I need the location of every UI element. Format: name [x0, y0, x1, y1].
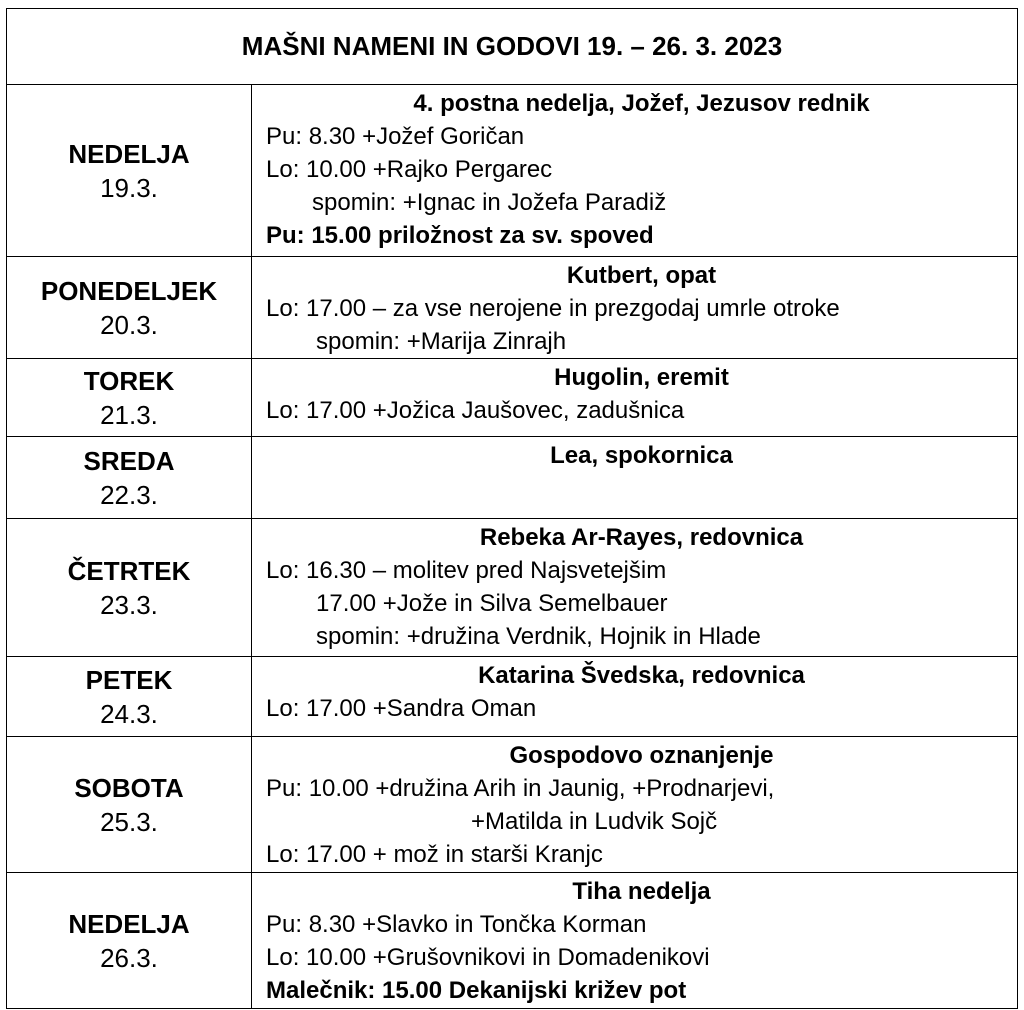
day-name: ČETRTEK [67, 555, 191, 586]
day-content [252, 85, 1018, 257]
schedule-table [6, 8, 1018, 1009]
mass-intention-line: Pu: 15.00 priložnost za sv. spoved [266, 222, 654, 249]
mass-intention-line: +Matilda in Ludvik Sojč [471, 808, 718, 835]
day-name: NEDELJA [68, 138, 190, 169]
day-date: 23.3. [100, 589, 158, 620]
day-row [7, 437, 1018, 519]
feast-title: Tiha nedelja [572, 878, 711, 905]
day-name: SOBOTA [74, 772, 184, 803]
day-cell [7, 737, 252, 873]
day-row [7, 359, 1018, 437]
feast-title: Gospodovo oznanjenje [509, 742, 774, 769]
mass-intention-line: 17.00 +Jože in Silva Semelbauer [316, 590, 668, 617]
day-content [252, 873, 1018, 1009]
day-row [7, 257, 1018, 359]
day-cell [7, 873, 252, 1009]
day-content [252, 519, 1018, 657]
feast-title: Kutbert, opat [566, 262, 717, 289]
mass-intention-line: Lo: 17.00 – za vse nerojene in prezgodaj umrle otroke [266, 295, 840, 322]
mass-intention-line: Lo: 10.00 +Rajko Pergarec [266, 156, 553, 183]
mass-intention-line: Pu: 8.30 +Jožef Goričan [266, 123, 525, 150]
day-date: 19.3. [100, 172, 158, 203]
mass-intention-line: Lo: 17.00 +Jožica Jaušovec, zadušnica [266, 397, 685, 424]
day-content [252, 257, 1018, 359]
day-name: SREDA [83, 445, 175, 476]
mass-intention-line: Lo: 17.00 + mož in starši Kranjc [266, 841, 603, 868]
title-row [7, 9, 1018, 85]
mass-intention-line: Lo: 16.30 – molitev pred Najsvetejšim [266, 557, 667, 584]
mass-intention-line: Pu: 10.00 +družina Arih in Jaunig, +Prodnarjevi, [266, 775, 775, 802]
day-name: PONEDELJEK [40, 275, 218, 306]
day-cell [7, 437, 252, 519]
feast-title: Hugolin, eremit [554, 364, 729, 391]
mass-intention-line: Pu: 8.30 +Slavko in Tončka Korman [266, 911, 647, 938]
day-row [7, 657, 1018, 737]
day-row [7, 737, 1018, 873]
day-cell [7, 657, 252, 737]
day-date: 25.3. [100, 806, 158, 837]
feast-title: Lea, spokornica [550, 442, 733, 469]
day-name: NEDELJA [68, 908, 190, 939]
day-cell [7, 85, 252, 257]
day-cell [7, 359, 252, 437]
day-cell [7, 519, 252, 657]
day-content [252, 657, 1018, 737]
day-content [252, 437, 1018, 519]
feast-title: 4. postna nedelja, Jožef, Jezusov rednik [413, 90, 870, 117]
day-date: 22.3. [100, 479, 158, 510]
day-content [252, 359, 1018, 437]
day-cell [7, 257, 252, 359]
day-content [252, 737, 1018, 873]
day-name: TOREK [83, 365, 175, 396]
mass-intention-line: spomin: +Marija Zinrajh [316, 328, 567, 355]
day-date: 24.3. [100, 698, 158, 729]
mass-intention-line: Malečnik: 15.00 Dekanijski križev pot [266, 977, 687, 1004]
mass-intention-line: spomin: +Ignac in Jožefa Paradiž [312, 189, 667, 216]
day-row [7, 873, 1018, 1009]
mass-intention-line: Lo: 10.00 +Grušovnikovi in Domadenikovi [266, 944, 710, 971]
schedule-body [7, 9, 1018, 1009]
page-title: MAŠNI NAMENI IN GODOVI 19. – 26. 3. 2023 [7, 9, 1018, 85]
feast-title: Katarina Švedska, redovnica [478, 662, 805, 689]
day-date: 26.3. [100, 942, 158, 973]
day-date: 20.3. [100, 309, 158, 340]
day-row [7, 519, 1018, 657]
day-row [7, 85, 1018, 257]
mass-intention-line: Lo: 17.00 +Sandra Oman [266, 695, 537, 722]
mass-intention-line: spomin: +družina Verdnik, Hojnik in Hlade [316, 623, 761, 650]
feast-title: Rebeka Ar-Rayes, redovnica [479, 524, 804, 551]
day-date: 21.3. [100, 399, 158, 430]
day-name: PETEK [85, 664, 173, 695]
